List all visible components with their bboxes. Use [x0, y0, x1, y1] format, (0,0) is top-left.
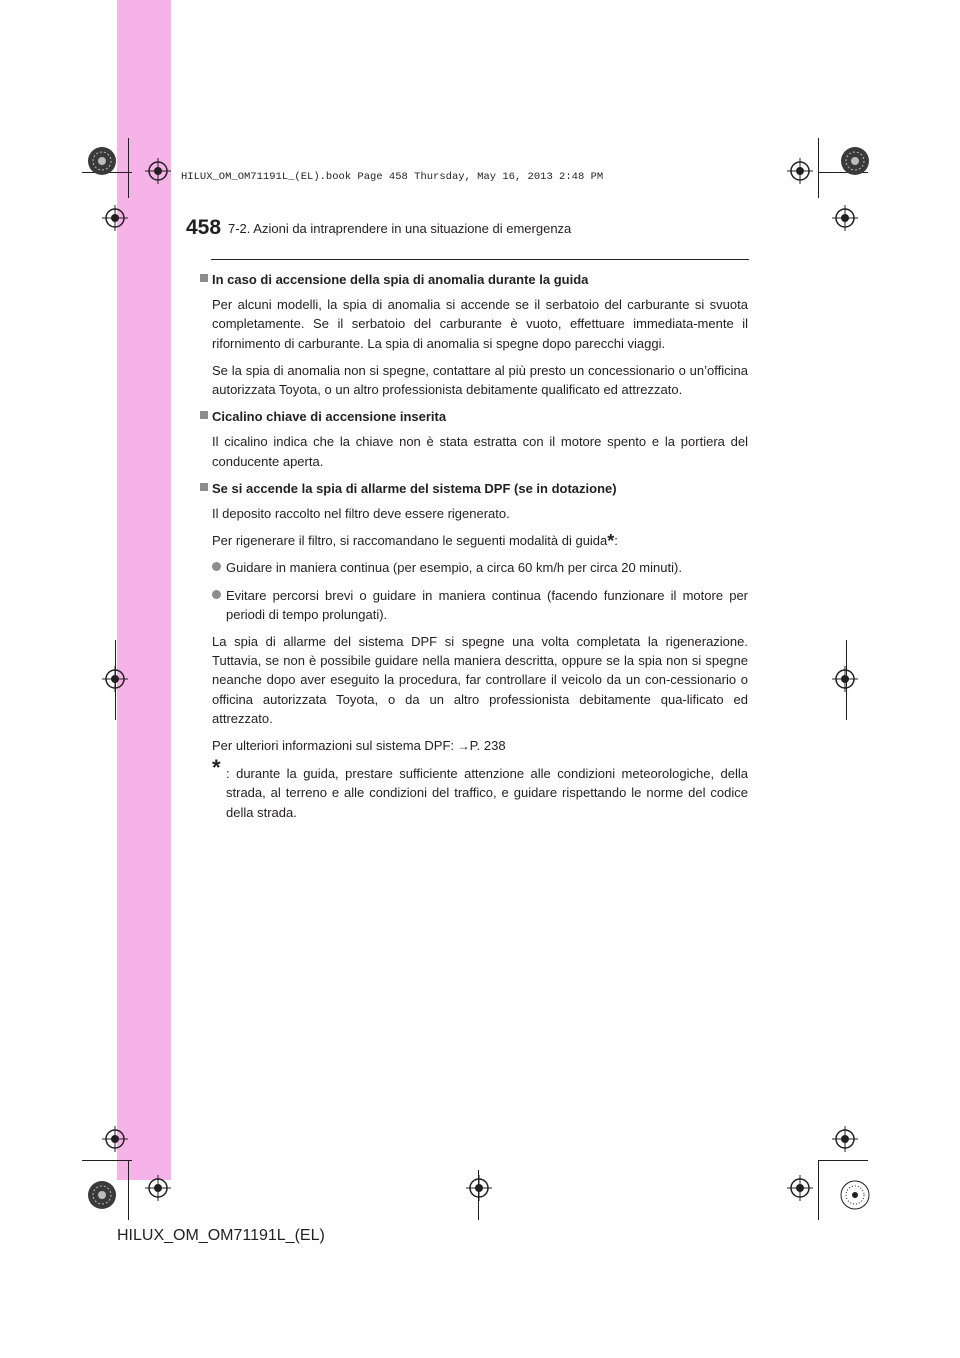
header-divider: [211, 259, 749, 260]
page-number: 458: [186, 216, 222, 239]
footnote-marker: *: [607, 531, 615, 552]
footnote-marker: *: [212, 755, 221, 781]
page-content: [212, 270, 748, 822]
crop-mark: [128, 138, 129, 198]
footnote: * : durante la guida, prestare sufficiente attenzione alle condizioni meteorologiche, della strada, al terreno e alle condizioni del traffico, e guidare rispettando le norme del codice della strada.: [212, 755, 748, 820]
crop-mark: [818, 1160, 819, 1220]
list-item: Guidare in maniera continua (per esempio, a circa 60 km/h per circa 20 minuti).: [212, 558, 748, 577]
paragraph: Se la spia di anomalia non si spegne, contattare al più presto un concessionario o un’officina autorizzata Toyota, o un altro professionista debitamente qualificato ed attrezzato.: [212, 362, 748, 398]
registration-mark-icon: [832, 1126, 858, 1152]
arrow-right-icon: →: [457, 739, 470, 754]
page-reference-link[interactable]: P. 238: [469, 738, 506, 754]
registration-mark-icon: [787, 1175, 813, 1201]
crop-mark: [818, 138, 819, 198]
crop-mark: [818, 1160, 868, 1161]
registration-mark-icon: [787, 158, 813, 184]
cross-reference: Per ulteriori informazioni sul sistema DPF: →P. 238: [212, 738, 506, 754]
square-bullet-icon: [200, 411, 208, 419]
round-bullet-icon: [212, 562, 221, 571]
registration-mark-icon: [466, 1175, 492, 1201]
paragraph: Il deposito raccolto nel filtro deve essere rigenerato.: [212, 506, 510, 522]
list-item: Evitare percorsi brevi o guidare in maniera continua (facendo funzionare il motore per periodi di tempo prolungati).: [212, 586, 748, 624]
registration-mark-icon: [102, 1126, 128, 1152]
print-rosette-icon: [840, 1180, 870, 1210]
crop-mark: [128, 1160, 129, 1220]
footer-model-code: HILUX_OM_OM71191L_(EL): [117, 1227, 325, 1244]
paragraph: La spia di allarme del sistema DPF si spegne una volta completata la rigenerazione. Tuttavia, se non è possibile guidare nella maniera descritta, oppure se la spia non si spegne neanche dopo aver eseguito la procedura, far controllare il veicolo da un con-cessionario o officina autorizzata Toyota, o da un altro professionista debitamente qua-lificato ed attrezzato.: [212, 634, 748, 726]
print-rosette-icon: [840, 146, 870, 176]
print-rosette-icon: [87, 146, 117, 176]
registration-mark-icon: [832, 666, 858, 692]
print-rosette-icon: [87, 1180, 117, 1210]
book-file-stamp: HILUX_OM_OM71191L_(EL).book Page 458 Thursday, May 16, 2013 2:48 PM: [181, 171, 604, 183]
paragraph: Il cicalino indica che la chiave non è stata estratta con il motore spento e la portiera del conducente aperta.: [212, 434, 748, 469]
section-heading: Se si accende la spia di allarme del sistema DPF (se in dotazione): [200, 479, 736, 498]
registration-mark-icon: [145, 158, 171, 184]
square-bullet-icon: [200, 483, 208, 491]
crop-mark: [82, 1160, 132, 1161]
round-bullet-icon: [212, 590, 221, 599]
registration-mark-icon: [145, 1175, 171, 1201]
paragraph: Per alcuni modelli, la spia di anomalia si accende se il serbatoio del carburante si svuota completamente. Se il serbatoio del carburante è vuoto, effettuare immediata-mente il rifornimento di carburante. La spia di anomalia si spegne dopo parecchi viaggi.: [212, 297, 748, 351]
paragraph: Per rigenerare il filtro, si raccomandano le seguenti modalità di guida*:: [212, 531, 618, 552]
square-bullet-icon: [200, 274, 208, 282]
section-heading: In caso di accensione della spia di anomalia durante la guida: [200, 270, 736, 289]
registration-mark-icon: [832, 205, 858, 231]
section-heading: Cicalino chiave di accensione inserita: [200, 407, 736, 426]
registration-mark-icon: [102, 666, 128, 692]
registration-mark-icon: [102, 205, 128, 231]
section-title: 7-2. Azioni da intraprendere in una situazione di emergenza: [228, 221, 572, 236]
